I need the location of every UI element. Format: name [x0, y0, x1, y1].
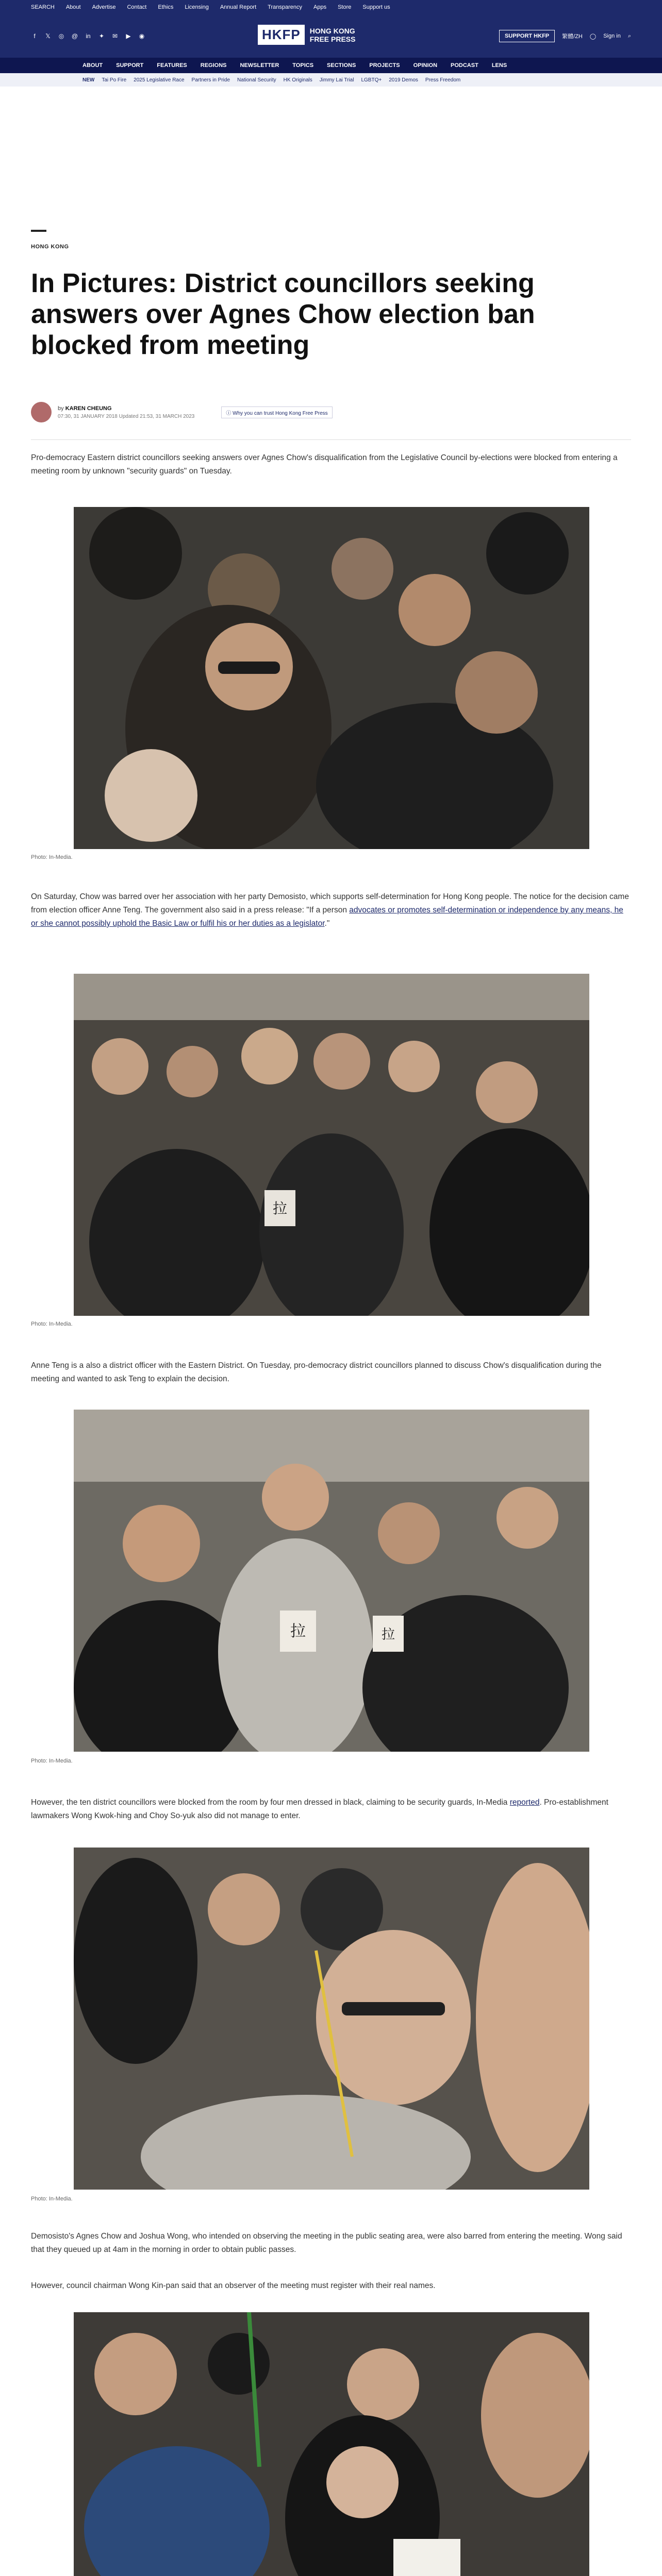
photo-1: [74, 507, 589, 849]
nav-item[interactable]: FEATURES: [157, 62, 187, 69]
photo-1-caption: Photo: In-Media.: [31, 854, 73, 860]
paragraph-4-end: . Pro-establishment lawmakers Wong Kwok-hing and Choy So-yuk also did not manage to enter.: [31, 1798, 608, 1820]
logo-mark: HKFP: [258, 25, 305, 45]
signin-link[interactable]: Sign in: [603, 33, 621, 39]
trending-item[interactable]: HK Originals: [283, 77, 312, 83]
article-title: In Pictures: District councillors seeking answers over Agnes Chow election ban blocked from meeting: [31, 268, 535, 360]
svg-text:拉: 拉: [272, 1200, 288, 1217]
divider: [31, 439, 631, 440]
header-actions: [499, 30, 631, 42]
trust-link[interactable]: [221, 406, 332, 418]
topbar-item[interactable]: Apps: [313, 4, 327, 10]
email-icon[interactable]: ✉: [112, 32, 118, 40]
trending-item[interactable]: 2025 Legislative Race: [134, 77, 185, 83]
main-nav: [0, 58, 662, 73]
photo-4-image: [74, 1848, 589, 2190]
trending-bar: [0, 73, 662, 87]
author-prefix: by: [58, 405, 64, 412]
threads-icon[interactable]: @: [71, 32, 78, 40]
nav-item[interactable]: TOPICS: [292, 62, 314, 69]
trending-item[interactable]: National Security: [237, 77, 276, 83]
linkedin-icon[interactable]: in: [86, 32, 91, 40]
photo-4-caption: Photo: In-Media.: [31, 2196, 73, 2202]
svg-text:拉: 拉: [290, 1622, 306, 1640]
trending-item[interactable]: 2019 Demos: [389, 77, 418, 83]
user-icon[interactable]: ◯: [589, 33, 597, 40]
paragraph-2-link[interactable]: advocates or promotes self-determination or independence by any means, he or she cannot possibly uphold the Basic Law or fulfil his or her duties as a legislator: [31, 906, 623, 928]
facebook-icon[interactable]: f: [34, 32, 36, 40]
paragraph-4: [31, 1796, 631, 1823]
paragraph-6: However, council chairman Wong Kin-pan said that an observer of the meeting must register with their real names.: [31, 2281, 436, 2290]
topbar-item[interactable]: About: [65, 4, 81, 10]
trending-item[interactable]: Partners in Pride: [191, 77, 230, 83]
paragraph-2: [31, 890, 631, 930]
article-dates: 07:30, 31 JANUARY 2018 Updated 21:53, 31 MARCH 2023: [58, 413, 195, 419]
topbar-item[interactable]: Store: [338, 4, 352, 10]
trending-item[interactable]: Tai Po Fire: [102, 77, 127, 83]
nav-item[interactable]: PODCAST: [451, 62, 478, 69]
paragraph-1: Pro-democracy Eastern district councillors seeking answers over Agnes Chow's disqualification from the Legislative Council by-elections were blocked from entering a meeting room by unknown "security guards" on Tuesday.: [31, 453, 618, 476]
site-logo[interactable]: [258, 25, 355, 45]
bluesky-icon[interactable]: ✦: [98, 32, 105, 40]
language-link[interactable]: 繁體/ZH: [562, 33, 583, 40]
search-icon[interactable]: ⌕: [627, 32, 631, 39]
trending-item[interactable]: Jimmy Lai Trial: [319, 77, 354, 83]
topbar-item[interactable]: Support us: [362, 4, 390, 10]
logo-text: [310, 27, 356, 43]
instagram-icon[interactable]: ◎: [58, 32, 64, 40]
photo-5: [74, 2312, 589, 2576]
paragraph-2-end: .": [324, 919, 330, 928]
photo-5-image: [74, 2312, 589, 2576]
x-icon[interactable]: 𝕏: [45, 32, 51, 40]
nav-item[interactable]: REGIONS: [200, 62, 227, 69]
svg-text:拉: 拉: [381, 1627, 395, 1642]
photo-1-image: [74, 507, 589, 849]
author-avatar: [31, 402, 52, 422]
photo-4: [74, 1848, 589, 2190]
info-icon: ⓘ: [226, 410, 233, 416]
nav-item[interactable]: OPINION: [413, 62, 438, 69]
topbar-item[interactable]: Contact: [127, 4, 147, 10]
reported-link[interactable]: reported: [509, 1798, 540, 1807]
rss-icon[interactable]: ◉: [139, 32, 145, 40]
paragraph-2-text: On Saturday, Chow was barred over her association with her party Demosisto, which supports self-determination for Hong Kong people. The notice for the decision came from election officer Anne Teng. The government also said in a press release: "If a person: [31, 892, 629, 914]
nav-item[interactable]: PROJECTS: [369, 62, 400, 69]
topbar-item[interactable]: SEARCH: [31, 4, 55, 10]
nav-item[interactable]: NEWSLETTER: [240, 62, 279, 69]
author-line: [58, 405, 194, 412]
photo-3-image: [74, 1410, 589, 1752]
topbar-item[interactable]: Licensing: [185, 4, 209, 10]
photo-3: [74, 1410, 589, 1752]
nav-item[interactable]: LENS: [491, 62, 507, 69]
trending-item[interactable]: LGBTQ+: [361, 77, 382, 83]
trending-item[interactable]: Press Freedom: [425, 77, 461, 83]
topbar-item[interactable]: Annual Report: [220, 4, 257, 10]
photo-2: [74, 974, 589, 1316]
support-button[interactable]: SUPPORT HKFP: [499, 30, 555, 42]
paragraph-5: Demosisto's Agnes Chow and Joshua Wong, who intended on observing the meeting in the public seating area, were also barred from entering the meeting. Wong said that they queued up at 4am in the morning in order to obtain public passes.: [31, 2232, 622, 2254]
trending-label: NEW: [82, 77, 95, 83]
nav-item[interactable]: ABOUT: [82, 62, 103, 69]
top-utility-bar: [0, 0, 662, 14]
paragraph-3: Anne Teng is a also a district officer with the Eastern District. On Tuesday, pro-democracy district councillors planned to discuss Chow's disqualification during the meeting and wanted to ask Teng to explain the decision.: [31, 1361, 602, 1383]
social-links: [31, 32, 145, 40]
photo-2-caption: Photo: In-Media.: [31, 1321, 73, 1327]
photo-2-image: [74, 974, 589, 1316]
byline: [31, 402, 333, 422]
author-name[interactable]: KAREN CHEUNG: [65, 405, 112, 412]
topbar-item[interactable]: Advertise: [92, 4, 116, 10]
site-header: [0, 14, 662, 58]
logo-line-2: FREE PRESS: [309, 35, 356, 43]
youtube-icon[interactable]: ▶: [126, 32, 131, 40]
section-tag[interactable]: HONG KONG: [31, 244, 69, 250]
paragraph-4-text: However, the ten district councillors were blocked from the room by four men dressed in black, claiming to be security guards, In-Media: [31, 1798, 510, 1807]
photo-3-caption: Photo: In-Media.: [31, 1758, 73, 1764]
nav-item[interactable]: SUPPORT: [116, 62, 144, 69]
topbar-item[interactable]: Transparency: [268, 4, 302, 10]
nav-item[interactable]: SECTIONS: [327, 62, 356, 69]
section-rule: [31, 230, 46, 232]
trust-link-label: Why you can trust Hong Kong Free Press: [233, 410, 328, 416]
topbar-item[interactable]: Ethics: [158, 4, 174, 10]
logo-line-1: HONG KONG: [309, 26, 355, 35]
